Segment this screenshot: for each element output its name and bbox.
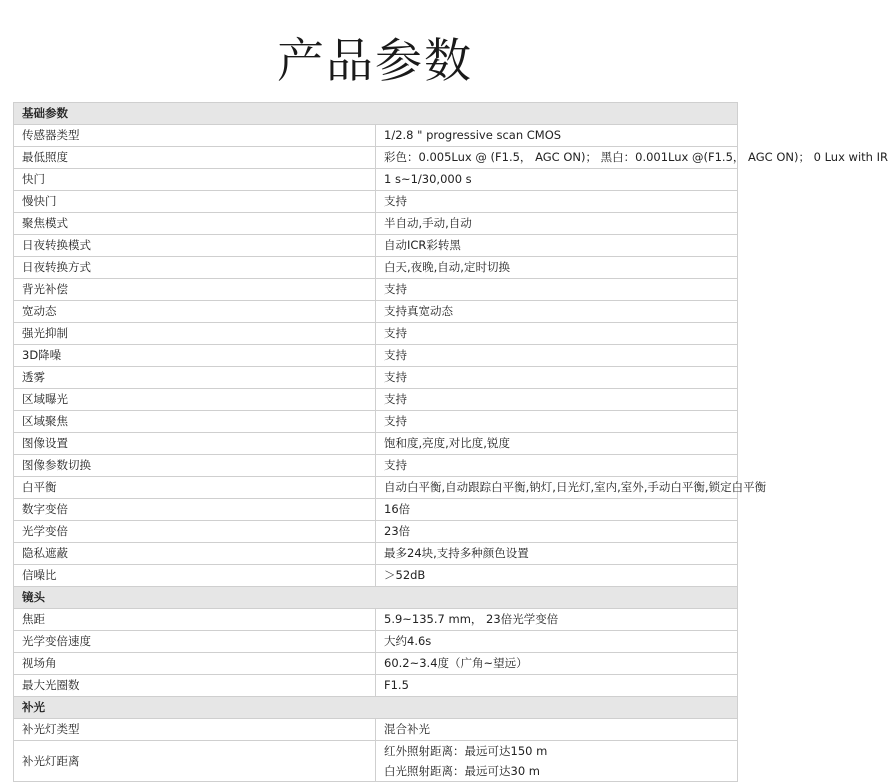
white-light-distance-line: 白光照射距离：最远可达30 m <box>384 764 540 778</box>
spec-value: 最多24块,支持多种颜色设置 <box>376 543 738 565</box>
spec-row <box>14 719 738 741</box>
spec-label: 最大光圈数 <box>14 675 376 697</box>
spec-label: 宽动态 <box>14 301 376 323</box>
spec-value: 支持 <box>376 455 738 477</box>
spec-row <box>14 389 738 411</box>
spec-label: 信噪比 <box>14 565 376 587</box>
spec-value: 支持 <box>376 191 738 213</box>
spec-value: 自动ICR彩转黑 <box>376 235 738 257</box>
spec-row <box>14 213 738 235</box>
spec-row <box>14 235 738 257</box>
spec-label: 快门 <box>14 169 376 191</box>
spec-label: 最低照度 <box>14 147 376 169</box>
spec-row <box>14 631 738 653</box>
spec-value: 60.2~3.4度（广角~望远） <box>376 653 738 675</box>
spec-value: 自动白平衡,自动跟踪白平衡,钠灯,日光灯,室内,室外,手动白平衡,锁定白平衡 <box>376 477 738 499</box>
spec-label: 图像参数切换 <box>14 455 376 477</box>
spec-label: 光学变倍 <box>14 521 376 543</box>
spec-row-fill-distance <box>14 741 738 782</box>
spec-label: 隐私遮蔽 <box>14 543 376 565</box>
spec-row <box>14 323 738 345</box>
spec-row <box>14 609 738 631</box>
spec-value: 支持 <box>376 279 738 301</box>
spec-row <box>14 191 738 213</box>
spec-label: 区域曝光 <box>14 389 376 411</box>
section-title: 镜头 <box>14 587 738 609</box>
spec-value: 支持真宽动态 <box>376 301 738 323</box>
spec-row <box>14 257 738 279</box>
spec-label: 光学变倍速度 <box>14 631 376 653</box>
spec-row <box>14 301 738 323</box>
spec-value-multiline <box>376 741 738 782</box>
spec-value: 支持 <box>376 411 738 433</box>
spec-label: 数字变倍 <box>14 499 376 521</box>
spec-value: 5.9~135.7 mm， 23倍光学变倍 <box>376 609 738 631</box>
spec-row <box>14 455 738 477</box>
section-header-row <box>14 587 738 609</box>
section-header-row <box>14 103 738 125</box>
spec-row <box>14 521 738 543</box>
spec-value: 支持 <box>376 345 738 367</box>
spec-value: 半自动,手动,自动 <box>376 213 738 235</box>
spec-label: 补光灯类型 <box>14 719 376 741</box>
spec-row <box>14 653 738 675</box>
spec-row <box>14 147 738 169</box>
spec-label: 焦距 <box>14 609 376 631</box>
spec-row <box>14 675 738 697</box>
spec-value: ＞52dB <box>376 565 738 587</box>
spec-value: 23倍 <box>376 521 738 543</box>
spec-label: 慢快门 <box>14 191 376 213</box>
ir-distance-line: 红外照射距离：最远可达150 m <box>384 744 548 758</box>
spec-value: 支持 <box>376 389 738 411</box>
spec-row <box>14 499 738 521</box>
spec-label: 日夜转换方式 <box>14 257 376 279</box>
spec-label: 视场角 <box>14 653 376 675</box>
spec-value: 16倍 <box>376 499 738 521</box>
spec-row <box>14 565 738 587</box>
spec-label: 补光灯距离 <box>14 741 376 782</box>
spec-label: 区域聚焦 <box>14 411 376 433</box>
section-title: 补光 <box>14 697 738 719</box>
page-title: 产品参数 <box>277 34 473 89</box>
spec-table-body <box>14 103 888 782</box>
spec-label: 背光补偿 <box>14 279 376 301</box>
spec-value: F1.5 <box>376 675 738 697</box>
spec-row <box>14 477 738 499</box>
spec-value: 1/2.8 " progressive scan CMOS <box>376 125 738 147</box>
spec-value: 支持 <box>376 323 738 345</box>
spec-value: 支持 <box>376 367 738 389</box>
spec-value: 1 s~1/30,000 s <box>376 169 738 191</box>
spec-row <box>14 367 738 389</box>
spec-label: 传感器类型 <box>14 125 376 147</box>
spec-label: 日夜转换模式 <box>14 235 376 257</box>
spec-row <box>14 411 738 433</box>
spec-row <box>14 345 738 367</box>
spec-value: 彩色：0.005Lux @ (F1.5， AGC ON)； 黑白：0.001Lux @(F1.5， AGC ON)； 0 Lux with IR <box>376 147 738 169</box>
spec-value: 大约4.6s <box>376 631 738 653</box>
spec-label: 图像设置 <box>14 433 376 455</box>
spec-row <box>14 279 738 301</box>
spec-label: 白平衡 <box>14 477 376 499</box>
spec-value: 混合补光 <box>376 719 738 741</box>
spec-row <box>14 543 738 565</box>
spec-label: 聚焦模式 <box>14 213 376 235</box>
spec-value: 饱和度,亮度,对比度,锐度 <box>376 433 738 455</box>
spec-label: 强光抑制 <box>14 323 376 345</box>
spec-row <box>14 125 738 147</box>
section-header-row <box>14 697 738 719</box>
spec-value: 白天,夜晚,自动,定时切换 <box>376 257 738 279</box>
spec-row <box>14 433 738 455</box>
section-title: 基础参数 <box>14 103 738 125</box>
spec-row <box>14 169 738 191</box>
spec-label: 3D降噪 <box>14 345 376 367</box>
spec-table <box>13 102 888 782</box>
spec-label: 透雾 <box>14 367 376 389</box>
